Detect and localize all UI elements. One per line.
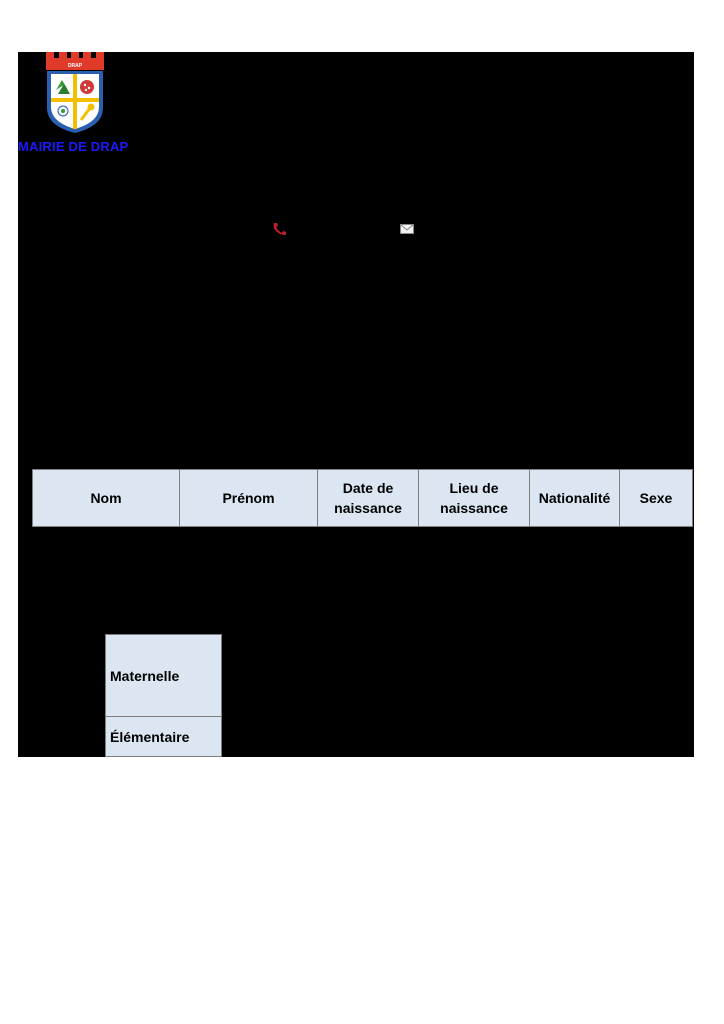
- column-header-date-de-naissance: Date de naissance: [318, 470, 419, 527]
- column-header-nom: Nom: [33, 470, 180, 527]
- column-header-nationalite: Nationalité: [530, 470, 620, 527]
- phone-icon: [272, 222, 288, 236]
- mail-icon: [400, 224, 414, 234]
- crest-banner-text: DRAP: [67, 63, 83, 69]
- column-header-sexe: Sexe: [620, 470, 693, 527]
- school-level-maternelle: Maternelle: [106, 635, 222, 717]
- identity-table-header: [32, 469, 693, 527]
- column-header-prenom: Prénom: [180, 470, 318, 527]
- mairie-label: MAIRIE DE DRAP: [18, 139, 129, 154]
- school-level-elementaire: Élémentaire: [106, 717, 222, 757]
- school-level-table: [105, 634, 222, 757]
- column-header-lieu-de-naissance: Lieu de naissance: [419, 470, 530, 527]
- town-crest-logo: [44, 52, 106, 134]
